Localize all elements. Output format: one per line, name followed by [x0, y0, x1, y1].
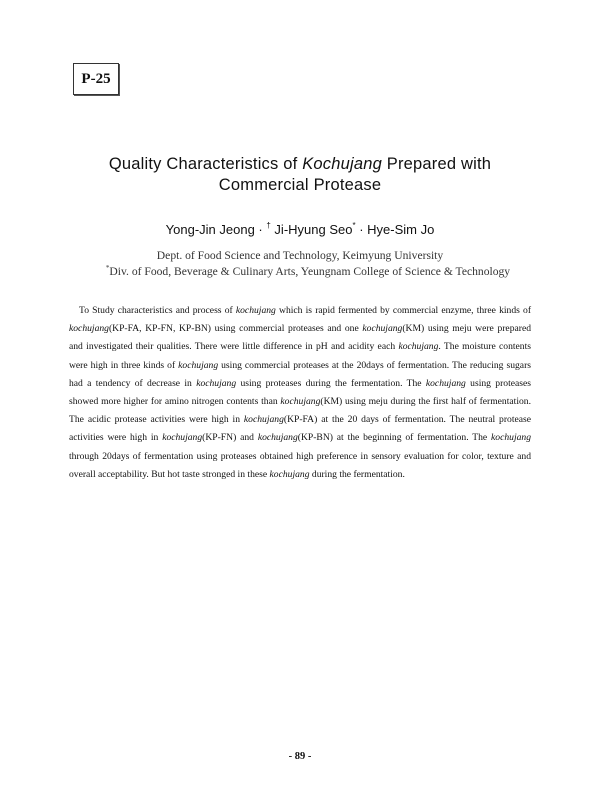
title-text: Prepared with [381, 155, 492, 173]
title-text: Quality Characteristics of [108, 155, 303, 173]
author-1: Yong-Jin Jeong · [165, 222, 267, 237]
abstract-paragraph [69, 302, 531, 484]
abstract-italic: kochujang [178, 359, 219, 371]
title-italic: Kochujang [302, 155, 382, 173]
abstract-italic: kochujang [69, 323, 109, 335]
abstract-text: To Study characteristics and process of [79, 305, 236, 316]
dagger-mark: † [266, 221, 271, 230]
abstract-text: (KP-FA, KP-FN, KP-BN) using commercial proteases and one [108, 323, 363, 335]
abstract-text: which is rapid fermented by commercial enzyme, three kinds of [275, 305, 532, 316]
affiliation-text: Div. of Food, Beverage & Culinary Arts, Yeungnam College of Science & Technology [109, 265, 511, 278]
abstract-italic: kochujang [235, 305, 276, 316]
abstract-text: using proteases during the fermentation. The [236, 377, 426, 389]
affiliation-mark: * [352, 221, 356, 230]
abstract-text: (KP-BN) at the beginning of fermentation. The [297, 432, 492, 444]
abstract-italic: kochujang [362, 323, 403, 335]
abstract-text: during the fermentation. [309, 468, 405, 480]
affiliation-1: Dept. of Food Science and Technology, Keimyung University [156, 249, 444, 262]
abstract-italic: kochujang [425, 377, 466, 389]
abstract-text: (KP-FN) and [202, 432, 258, 444]
abstract-italic: kochujang [280, 396, 321, 408]
abstract-italic: kochujang [491, 432, 532, 444]
abstract-italic: kochujang [398, 341, 439, 353]
abstract-text: using proteases showed more higher for amino nitrogen contents than [69, 377, 531, 408]
abstract-text: using commercial proteases at the 20days of fermentation. The reducing sugars had a tendency of decrease in [69, 359, 531, 389]
title-line-2: Commercial Protease [218, 176, 382, 194]
page-number: - 89 - [288, 751, 312, 762]
abstract-italic: kochujang [243, 414, 284, 426]
abstract [69, 302, 531, 484]
affiliation-2 [8, 264, 600, 278]
affiliation-mark: * [105, 264, 110, 272]
title-line-1 [0, 154, 600, 175]
abstract-text: (KM) using meju were prepared and investigated their qualities. There were little difference in pH and acidity each [69, 323, 531, 353]
abstract-italic: kochujang [162, 432, 203, 444]
author-2: Ji-Hyung Seo [270, 222, 353, 237]
abstract-italic: kochujang [257, 432, 298, 444]
abstract-text: (KP-FA) at the 20 days of fermentation. The neutral protease activities were high in [69, 414, 532, 444]
author-3: · Hye-Sim Jo [355, 222, 435, 237]
abstract-text: (KM) using meju during the first half of fermentation. The acidic protease activities were high in [69, 396, 531, 426]
abstract-text: . The moisture contents were high in three kinds of [69, 341, 531, 371]
abstract-text: through 20days of fermentation using proteases obtained high preference in sensory evaluation for color, texture and overall acceptability. But hot taste stronged in these [69, 450, 531, 480]
paper-title [0, 154, 600, 196]
abstract-italic: kochujang [196, 377, 237, 389]
abstract-italic: kochujang [269, 468, 310, 480]
author-list [0, 221, 600, 237]
poster-label: P-25 [73, 63, 119, 95]
